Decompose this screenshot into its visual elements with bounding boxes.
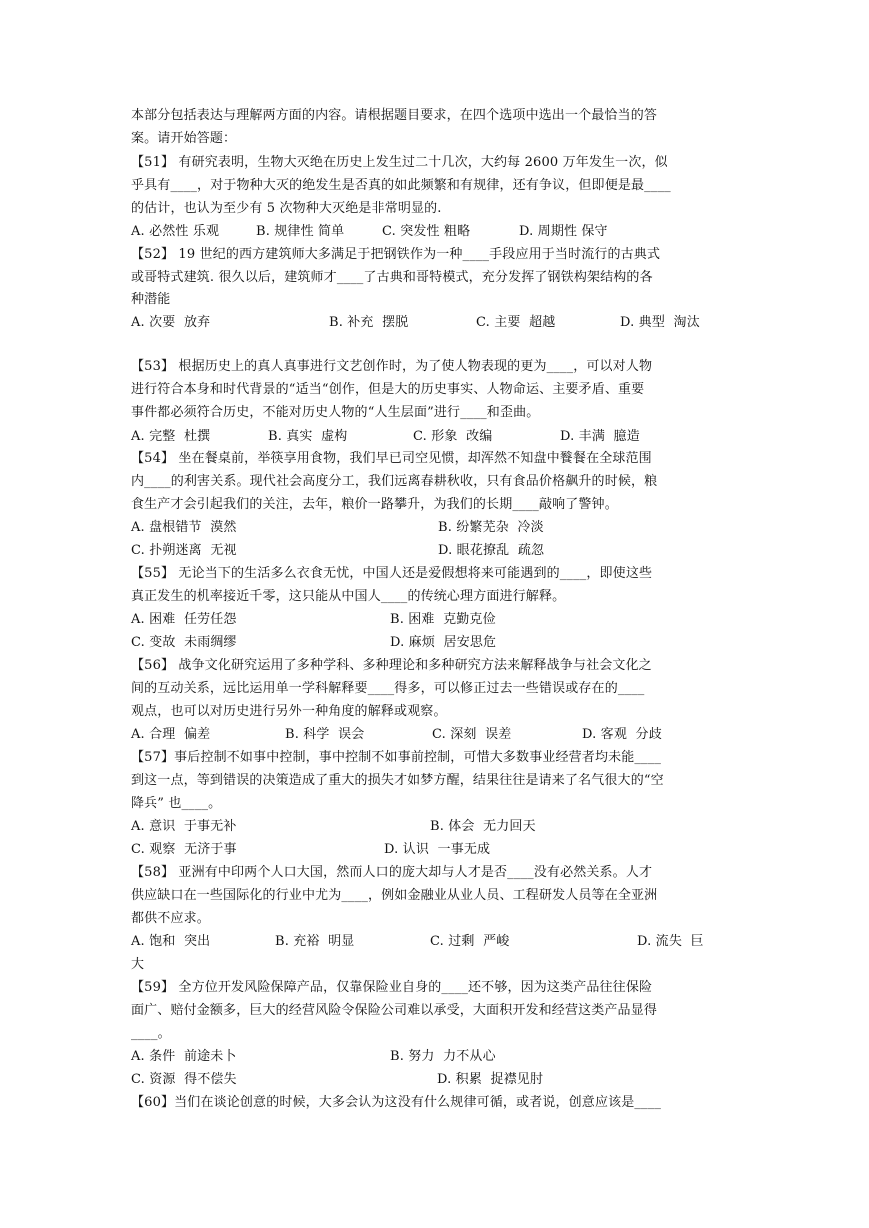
intro-line-1: 本部分包括表达与理解两方面的内容。请根据题目要求，在四个选项中选出一个最恰当的答 — [131, 108, 658, 123]
question-55-line-1: 【55】 无论当下的生活多么衣食无忧，中国人还是爱假想将来可能遇到的____，即使这些 — [131, 566, 653, 581]
question-59-option-b: B. 努力 力不从心 — [390, 1049, 496, 1064]
question-55-option-d: D. 麻烦 居安思危 — [390, 635, 497, 650]
question-54-line-3: 食生产才会引起我们的关注，去年，粮价一路攀升，为我们的长期____敲响了警钟。 — [131, 497, 618, 512]
question-54-line-2: 内____的利害关系。现代社会高度分工，我们远离春耕秋收，只有食品价格飙升的时候，粮 — [131, 474, 658, 489]
question-59-line-3: ____。 — [131, 1026, 171, 1041]
question-57-line-2: 到这一点，等到错误的决策造成了重大的损失才如梦方醒，结果往往是请来了名气很大的“空 — [131, 773, 664, 788]
question-56-line-3: 观点，也可以对历史进行另外一种角度的解释或观察。 — [131, 704, 447, 719]
question-53-option-c: C. 形象 改编 — [413, 429, 493, 444]
question-59-line-1: 【59】 全方位开发风险保障产品，仅靠保险业自身的____还不够，因为这类产品往往保险 — [131, 980, 653, 995]
question-56-option-c: C. 深刻 误差 — [432, 727, 512, 742]
question-59-option-d: D. 积累 捉襟见肘 — [437, 1072, 544, 1087]
question-59-line-2: 面广、赔付金额多，巨大的经营风险令保险公司难以承受，大面积开发和经营这类产品显得 — [131, 1003, 658, 1018]
question-52-line-1: 【52】 19 世纪的西方建筑师大多满足于把钢铁作为一种____手段应用于当时流行的古典式 — [131, 247, 661, 262]
question-56-line-1: 【56】 战争文化研究运用了多种学科、多种理论和多种研究方法来解释战争与社会文化之 — [131, 658, 652, 673]
question-57-line-3: 降兵” 也____。 — [131, 796, 222, 811]
question-54-option-b: B. 纷繁芜杂 冷淡 — [438, 520, 544, 535]
question-51-option-b: B. 规律性 简单 — [256, 224, 345, 239]
question-56-line-2: 间的互动关系，远比运用单一学科解释要____得多，可以修正过去一些错误或存在的____ — [131, 681, 645, 696]
question-59-option-c: C. 资源 得不偿失 — [131, 1072, 237, 1087]
question-55-line-2: 真正发生的机率接近千零，这只能从中国人____的传统心理方面进行解释。 — [131, 589, 566, 604]
question-58-option-a: A. 饱和 突出 — [131, 934, 211, 949]
question-52-option-d: D. 典型 淘汰 — [620, 315, 700, 330]
question-51-line-2: 乎具有____，对于物种大灭的绝发生是否真的如此频繁和有规律，还有争议，但即便是最____ — [131, 178, 671, 193]
question-57-option-d: D. 认识 一事无成 — [384, 842, 491, 857]
question-54-line-1: 【54】 坐在餐桌前，举筷享用食物，我们早已司空见惯，却浑然不知盘中餮餐在全球范围 — [131, 451, 652, 466]
question-52-option-c: C. 主要 超越 — [476, 315, 556, 330]
question-53-option-b: B. 真实 虚构 — [268, 429, 348, 444]
question-58-option-d-wrap: 大 — [131, 957, 145, 972]
question-51-option-c: C. 突发性 粗略 — [382, 224, 471, 239]
question-52-option-b: B. 补充 摆脱 — [329, 315, 409, 330]
question-57-option-c: C. 观察 无济于事 — [131, 842, 237, 857]
question-58-line-1: 【58】 亚洲有中印两个人口大国，然而人口的庞大却与人才是否____没有必然关系。人才 — [131, 865, 653, 880]
question-56-option-d: D. 客观 分歧 — [582, 727, 662, 742]
question-51-line-3: 的估计，也认为至少有 5 次物种大灭绝是非常明显的. — [131, 201, 442, 216]
question-52-option-a: A. 次要 放弃 — [131, 315, 211, 330]
question-52-line-2: 或哥特式建筑. 很久以后，建筑师才____了古典和哥特模式，充分发挥了钢铁构架结构的各 — [131, 270, 653, 285]
question-53-line-2: 进行符合本身和时代背景的“适当“创作，但是大的历史事实、人物命运、主要矛盾、重要 — [131, 382, 645, 397]
question-60-line-1: 【60】当们在谈论创意的时候，大多会认为这没有什么规律可循，或者说，创意应该是____ — [131, 1095, 661, 1110]
question-53-line-3: 事件都必须符合历史，不能对历史人物的“人生层面”进行____和歪曲。 — [131, 405, 540, 420]
intro-line-2: 案。请开始答题： — [131, 131, 237, 146]
question-58-line-2: 供应缺口在一些国际化的行业中尤为____，例如金融业从业人员、工程研发人员等在全亚洲 — [131, 888, 658, 903]
question-59-option-a: A. 条件 前途未卜 — [131, 1049, 237, 1064]
question-54-option-a: A. 盘根错节 漠然 — [131, 520, 237, 535]
question-58-option-d: D. 流失 巨 — [637, 934, 704, 949]
question-55-option-a: A. 困难 任劳任怨 — [131, 612, 237, 627]
question-52-line-3: 种潜能 — [131, 292, 171, 307]
question-51-line-1: 【51】 有研究表明，生物大灭绝在历史上发生过二十几次，大约每 2600 万年发生一次，似 — [131, 155, 668, 170]
question-53-option-a: A. 完整 杜撰 — [131, 429, 211, 444]
question-57-option-a: A. 意识 于事无补 — [131, 819, 237, 834]
question-55-option-c: C. 变故 未雨绸缪 — [131, 635, 237, 650]
question-56-option-b: B. 科学 误会 — [285, 727, 365, 742]
question-57-option-b: B. 体会 无力回天 — [430, 819, 536, 834]
question-58-line-3: 都供不应求。 — [131, 911, 210, 926]
question-56-option-a: A. 合理 偏差 — [131, 727, 211, 742]
question-58-option-b: B. 充裕 明显 — [275, 934, 355, 949]
question-53-option-d: D. 丰满 臆造 — [560, 429, 640, 444]
question-51-option-d: D. 周期性 保守 — [519, 224, 608, 239]
question-51-option-a: A. 必然性 乐观 — [131, 224, 220, 239]
question-54-option-c: C. 扑朔迷离 无视 — [131, 543, 237, 558]
question-58-option-c: C. 过剩 严峻 — [430, 934, 510, 949]
question-55-option-b: B. 困难 克勤克俭 — [390, 612, 496, 627]
question-54-option-d: D. 眼花撩乱 疏忽 — [438, 543, 545, 558]
question-53-line-1: 【53】 根据历史上的真人真事进行文艺创作时，为了使人物表现的更为____，可以对人物 — [131, 359, 653, 374]
question-57-line-1: 【57】事后控制不如事中控制，事中控制不如事前控制，可惜大多数事业经营者均未能____ — [131, 750, 661, 765]
